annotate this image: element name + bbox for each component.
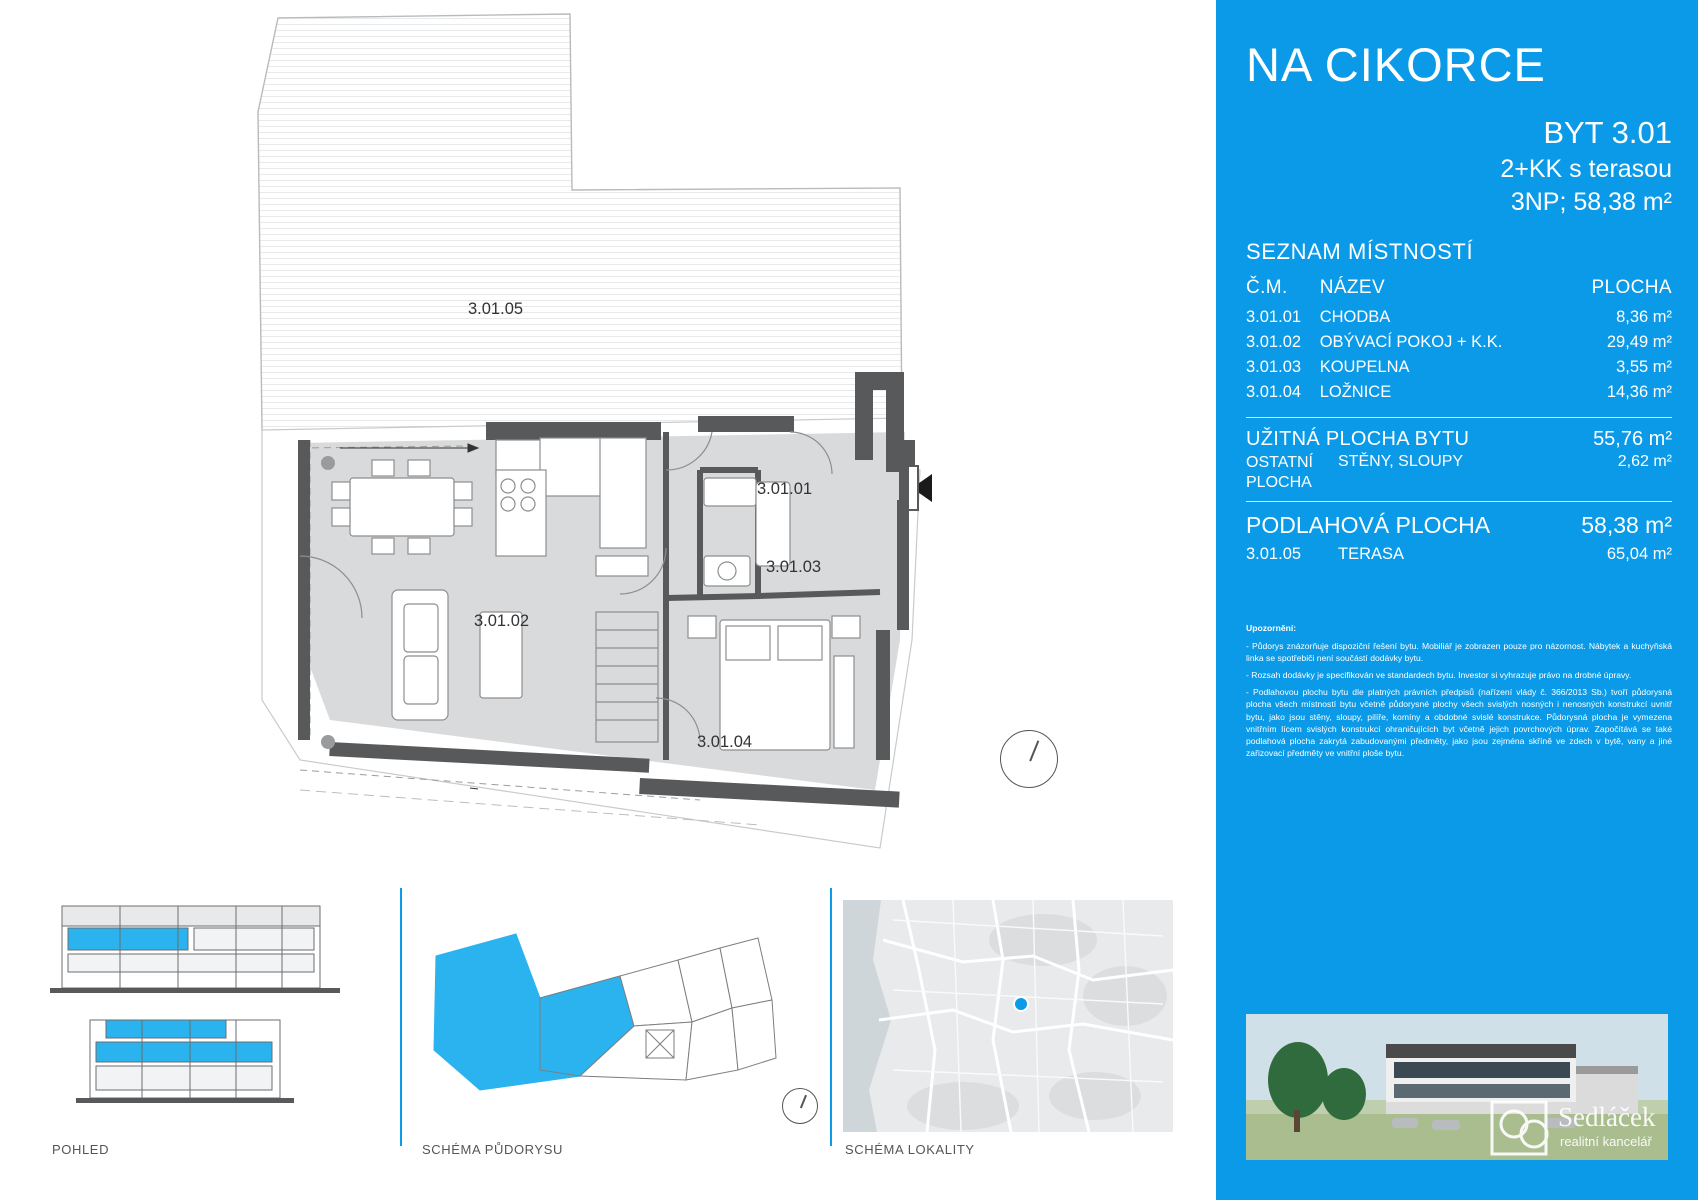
svg-text:Sedláček: Sedláček	[1558, 1102, 1656, 1132]
room-area: 8,36 m²	[1616, 308, 1672, 327]
locality-map-svg	[843, 900, 1173, 1132]
room-label-bedroom: 3.01.04	[697, 733, 753, 751]
col-name: NÁZEV	[1319, 277, 1386, 299]
project-title: NA CIKORCE	[1246, 38, 1546, 91]
rooms-table-header	[1246, 275, 1672, 305]
table-row	[1246, 355, 1672, 380]
unit-type: 2+KK s terasou	[1500, 155, 1672, 184]
room-code: 3.01.04	[1246, 383, 1302, 402]
locality-map	[843, 900, 1173, 1132]
usable-area-value: 55,76 m²	[1593, 428, 1672, 451]
north-arrow-main	[1000, 730, 1058, 788]
other-area-row	[1246, 453, 1672, 493]
room-code: 3.01.03	[1246, 358, 1302, 377]
rooms-table	[1246, 275, 1672, 405]
divider-2	[830, 888, 832, 1146]
room-code: 3.01.02	[1246, 333, 1302, 352]
room-label-living: 3.01.02	[474, 612, 530, 630]
room-label-hall: 3.01.01	[757, 480, 813, 498]
caption-schema-pudorysu: SCHÉMA PŮDORYSU	[422, 1142, 563, 1157]
terrace-code: 3.01.05	[1246, 545, 1302, 564]
usable-area-row	[1246, 428, 1672, 451]
room-name: CHODBA	[1319, 308, 1391, 327]
caption-schema-lokality: SCHÉMA LOKALITY	[845, 1142, 975, 1157]
note-paragraph-1: - Půdorys znázorňuje dispoziční řešení bytu. Mobiliář je zobrazen pouze pro názornost. Nábytek a kuchyňská linka se spotřebiči není součástí dodávky bytu.	[1246, 640, 1672, 663]
floorplan-scheme	[420, 930, 810, 1110]
other-area-name: STĚNY, SLOUPY	[1338, 453, 1464, 471]
room-area: 14,36 m²	[1606, 383, 1672, 402]
column-1	[321, 456, 335, 470]
floor-area-value: 58,38 m²	[1581, 512, 1672, 539]
note-paragraph-3: - Podlahovou plochu bytu dle platných právních předpisů (nařízení vlády č. 366/2013 Sb.) tvoří půdorysná plocha všech místností bytu včetně půdorysné plochy všech svislých nosných i nenosných konstrukcí uvnitř bytu, jako jsou stěny, sloupy, pilíře, komíny a obdobné svislé konstrukce. Půdorysná plocha je vymezena vnitřním lícem svislých konstrukcí ohraničujících byt včetně jejich povrchových úprav. Započítává se také podlahová plocha zakrytá zabudovanými předměty, jako jsou zejména skříně ve zdech v bytě, vany a jiné zařizovací předměty ve vnitřní ploše bytu.	[1246, 687, 1672, 759]
building-render-svg	[1246, 1014, 1668, 1160]
room-name: KOUPELNA	[1319, 358, 1410, 377]
floor-area-label: PODLAHOVÁ PLOCHA	[1246, 512, 1491, 539]
disclaimer-note	[1246, 622, 1672, 759]
col-code: Č.M.	[1246, 277, 1288, 299]
table-row	[1246, 305, 1672, 330]
elevation-views	[50, 892, 370, 1122]
note-title: Upozornění:	[1246, 623, 1297, 634]
terrace-name: TERASA	[1338, 545, 1405, 564]
divider-1	[400, 888, 402, 1146]
table-row	[1246, 380, 1672, 405]
note-paragraph-2: - Rozsah dodávky je specifikován ve standardech bytu. Investor si vyhrazuje právo na drobné úpravy.	[1246, 669, 1632, 680]
terrace-outline	[258, 14, 902, 445]
north-arrow-scheme	[782, 1088, 818, 1124]
other-area-label-2: PLOCHA	[1246, 474, 1312, 492]
room-name: LOŽNICE	[1319, 383, 1392, 402]
floor-area-row	[1246, 512, 1672, 539]
room-name: OBÝVACÍ POKOJ + K.K.	[1319, 333, 1503, 352]
room-area: 3,55 m²	[1616, 358, 1672, 377]
usable-area-label: UŽITNÁ PLOCHA BYTU	[1246, 428, 1470, 451]
caption-pohled: POHLED	[52, 1142, 110, 1157]
col-area: PLOCHA	[1591, 277, 1672, 299]
divider-usable	[1246, 417, 1672, 418]
other-area-label-1: OSTATNÍ	[1246, 454, 1313, 472]
terrace-value: 65,04 m²	[1606, 545, 1672, 564]
rooms-heading: SEZNAM MÍSTNOSTÍ	[1246, 239, 1474, 265]
room-label-bathroom: 3.01.03	[766, 558, 822, 576]
room-code: 3.01.01	[1246, 308, 1302, 327]
table-row	[1246, 330, 1672, 355]
unit-floor-area: 3NP; 58,38 m²	[1510, 188, 1672, 217]
room-area: 29,49 m²	[1606, 333, 1672, 352]
building-render	[1246, 1014, 1668, 1160]
column-2	[321, 735, 335, 749]
terrace-row	[1246, 545, 1672, 564]
unit-label: BYT 3.01	[1543, 115, 1672, 151]
other-area-label	[1246, 453, 1338, 493]
room-label-terrace: 3.01.05	[468, 300, 524, 318]
divider-floor	[1246, 501, 1672, 502]
svg-text:realitní kancelář: realitní kancelář	[1560, 1134, 1652, 1149]
other-area-value: 2,62 m²	[1617, 453, 1672, 471]
entrance-door	[908, 466, 918, 510]
